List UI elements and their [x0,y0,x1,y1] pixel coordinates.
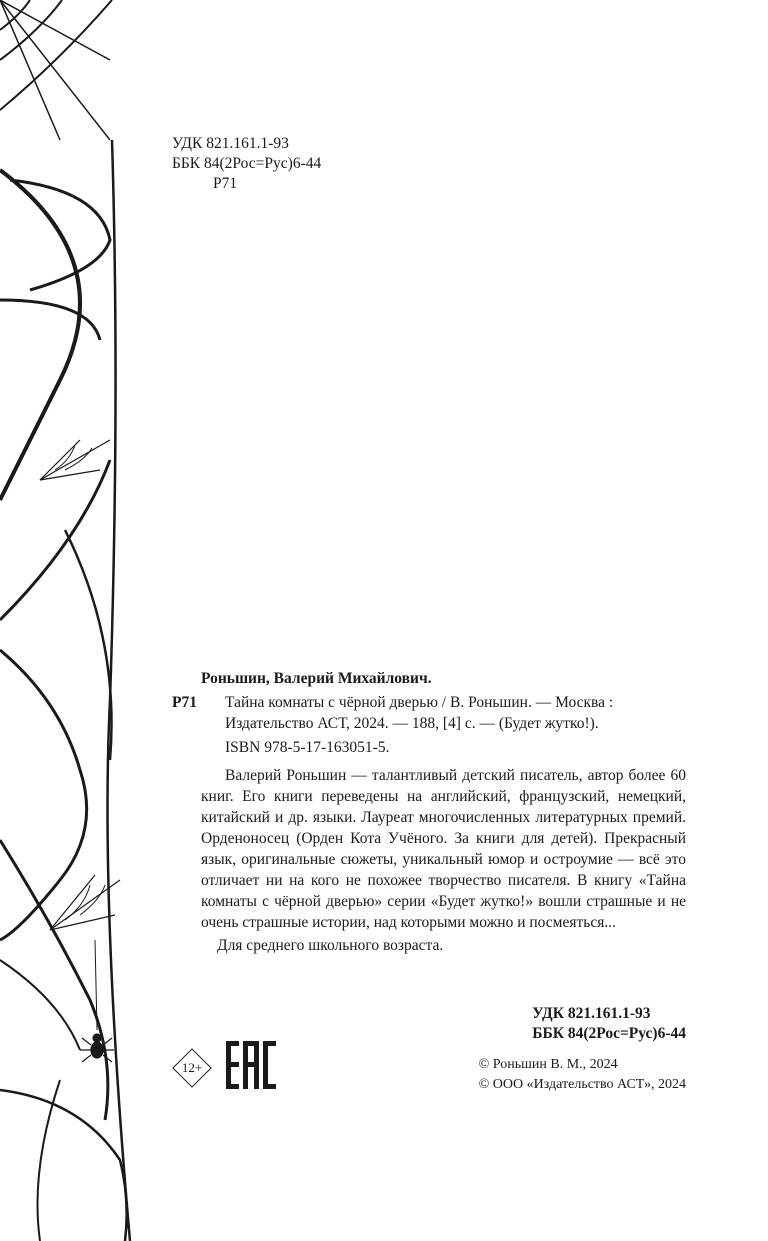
footer-bbk-code: ББК 84(2Рос=Рус)6-44 [532,1025,686,1042]
audience-note: Для среднего школьного возраста. [217,937,444,954]
footer-udk-code: УДК 821.161.1-93 [532,1005,651,1022]
udk-code: УДК 821.161.1-93 [172,135,289,152]
author-heading: Роньшин, Валерий Михайлович. [201,670,432,687]
footer-codes [532,1004,686,1044]
copyright-author: © Роньшин В. М., 2024 [478,1057,618,1072]
entry-author-mark: Р71 [172,694,197,711]
author-mark: Р71 [213,175,238,192]
bibliographic-record [172,668,686,956]
age-rating-badge [172,1048,212,1088]
copyright-publisher: © ООО «Издательство АСТ», 2024 [478,1077,686,1092]
age-rating-label: 12+ [181,1060,203,1075]
title-entry [172,692,686,734]
copyrights [479,1055,686,1095]
bbk-code: ББК 84(2Рос=Рус)6-44 [172,155,322,172]
abstract: Валерий Роньшин — талантливый детский писатель, автор более 60 книг. Его книги переведены на английский, французский, немецкий, китайский и др. языки. Лауреат многочисленных литературных премий. Орденоносец (Орден Кота Учёного. За книги для детей). Прекрасный язык, оригинальные сюжеты, уникальный юмор и остроумие — всё это отличает ни на кого не похожее творчество писателя. В книгу «Тайна комнаты с чёрной дверью» серии «Будет жутко!» вошли страшные и не очень страшные истории, над которыми можно и посмеяться... [201,767,686,931]
isbn: ISBN 978-5-17-163051-5. [225,739,390,756]
cobweb-border-icon [0,0,140,1241]
title-line: Тайна комнаты с чёрной дверью / В. Роньшин. — Москва : Издательство АСТ, 2024. — 188, [4] с. — (Будет жутко!). [225,694,614,732]
header-codes [172,134,321,194]
eac-icon [226,1041,276,1089]
spider-icon [80,1034,114,1062]
